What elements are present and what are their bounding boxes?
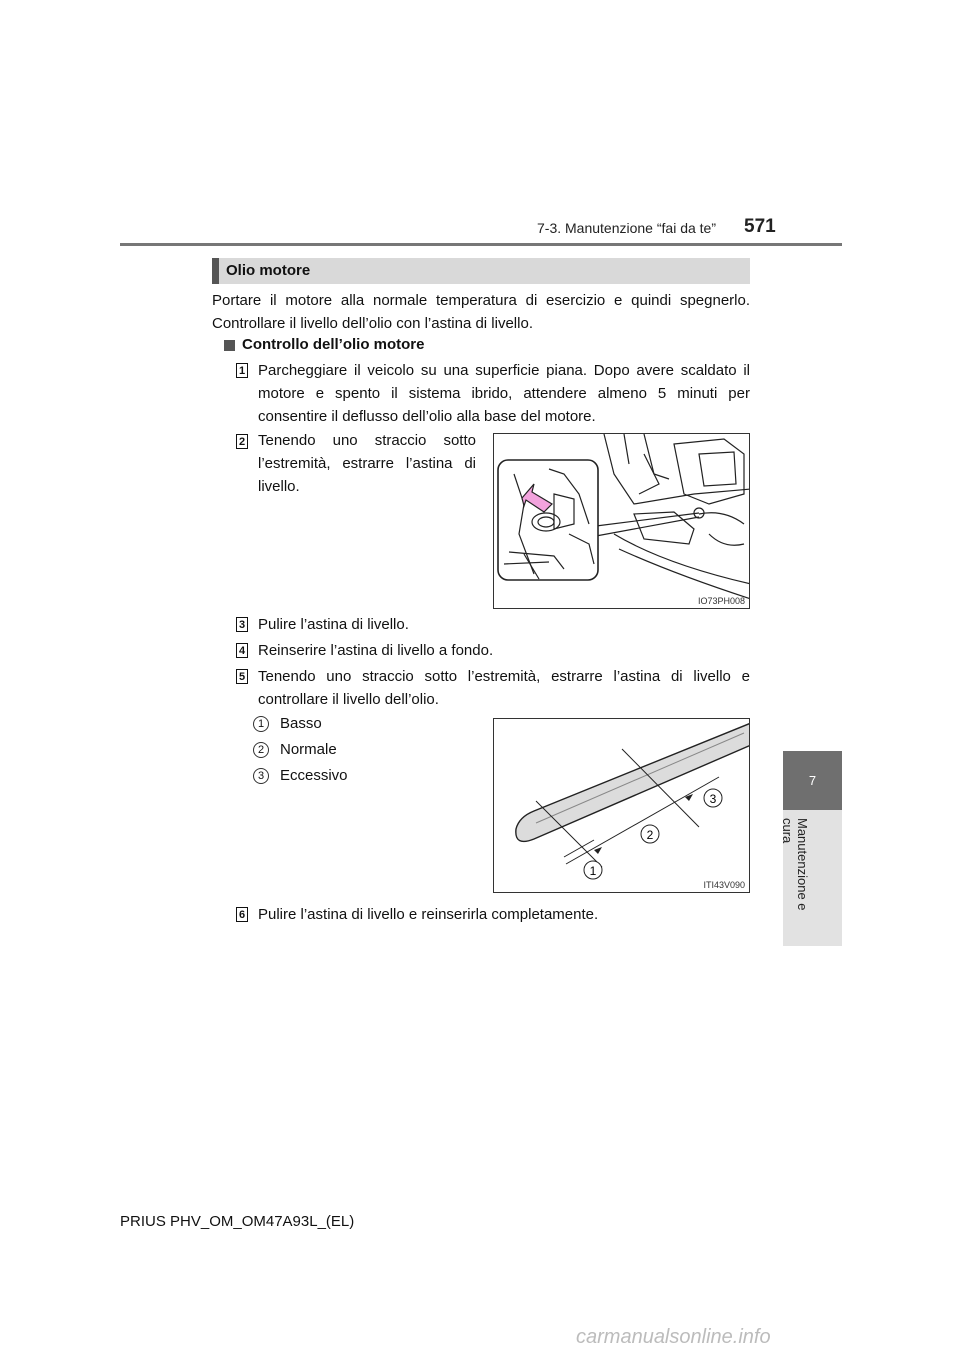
level-number-circle: 3: [253, 768, 269, 784]
level-number-circle: 1: [253, 716, 269, 732]
dipstick-figure: [493, 718, 750, 893]
step-number-box: 1: [236, 363, 248, 378]
engine-illustration: [494, 434, 750, 609]
engine-compartment-figure: [493, 433, 750, 609]
header-section-title: 7-3. Manutenzione “fai da te”: [537, 220, 716, 236]
step-text: Tenendo uno straccio sotto l’estremità, estrarre l’astina di livello.: [258, 432, 476, 495]
dipstick-illustration: [494, 719, 750, 893]
step-text: Pulire l’astina di livello e reinserirla completamente.: [258, 906, 599, 923]
step-text: Tenendo uno straccio sotto l’estremità, estrarre l’astina di livello e controllare il livello dell’olio.: [258, 668, 750, 708]
step-text: Reinserire l’astina di livello a fondo.: [258, 642, 494, 659]
document-footer-code: PRIUS PHV_OM_OM47A93L_(EL): [120, 1213, 355, 1230]
step-number-box: 2: [236, 434, 248, 449]
section-title: Olio motore: [226, 262, 311, 279]
callout-1: 1: [589, 864, 597, 878]
chapter-tab-title: Manutenzione e cura: [780, 818, 810, 911]
section-intro: Portare il motore alla normale temperatura di esercizio e quindi spegnerlo. Controllare il livello dell’olio con l’astina di livello.: [212, 292, 750, 332]
level-label-excessive: Eccessivo: [280, 767, 348, 784]
level-label-low: Basso: [280, 715, 322, 732]
page-number: 571: [744, 216, 776, 237]
chapter-tab-number: 7: [783, 751, 842, 810]
step-text: Parcheggiare il veicolo su una superficie piana. Dopo avere scaldato il motore e spento il sistema ibrido, attendere almeno 5 minuti per consentire il deflusso dell’olio alla base del motore.: [258, 362, 750, 425]
subsection-title: Controllo dell’olio motore: [242, 336, 425, 353]
header-divider: [120, 243, 842, 246]
section-heading-accent: [212, 258, 219, 284]
callout-3: 3: [709, 792, 717, 806]
step-number-box: 5: [236, 669, 248, 684]
step-number-box: 3: [236, 617, 248, 632]
step-number-box: 4: [236, 643, 248, 658]
square-bullet-icon: [224, 340, 235, 351]
level-label-normal: Normale: [280, 741, 337, 758]
step-number-box: 6: [236, 907, 248, 922]
level-number-circle: 2: [253, 742, 269, 758]
figure-code: IO73PH008: [697, 596, 745, 606]
watermark: carmanualsonline.info: [576, 1326, 771, 1348]
figure-code: ITI43V090: [703, 880, 745, 890]
step-text: Pulire l’astina di livello.: [258, 616, 409, 633]
callout-2: 2: [646, 828, 654, 842]
